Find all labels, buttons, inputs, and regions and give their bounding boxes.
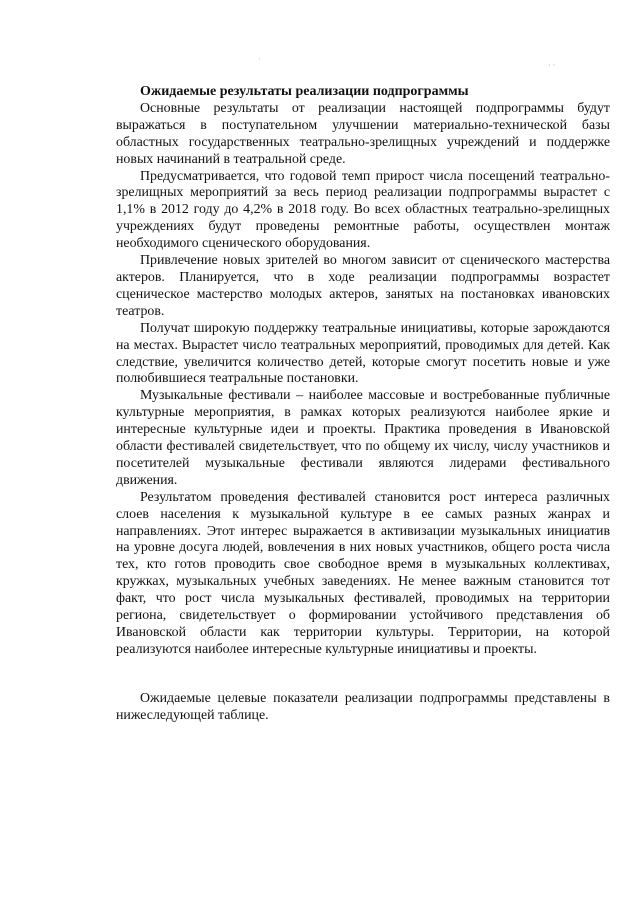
paragraph: Музыкальные фестивали – наиболее массовые и востребованные публичные культурные мероприятия, в рамках которых реализуются наиболее яркие и интересные культурные идеи и проекты. Практика проведения в Ивановской области фестивалей свидетельствует, что по общему их числу, числу участников и посетителей музыкальные фестивали являются лидерами фестивального движения. <box>116 388 610 488</box>
section-heading: Ожидаемые результаты реализации подпрограммы <box>140 84 469 99</box>
document-page <box>116 84 610 725</box>
scan-speck: · · <box>548 61 556 70</box>
paragraph: Привлечение новых зрителей во многом зависит от сценического мастерства актеров. Планируется, что в ходе реализации подпрограммы возрастет сценическое мастерство молодых актеров, занятых на постановках ивановских театров. <box>116 253 610 319</box>
paragraph: Основные результаты от реализации настоящей подпрограммы будут выражаться в поступательном улучшении материально-технической базы областных государственных театрально-зрелищных учреждений и поддержке новых начинаний в театральной среде. <box>116 100 610 167</box>
paragraph: Получат широкую поддержку театральные инициативы, которые зарождаются на местах. Вырастет число театральных мероприятий, проводимых для детей. Как следствие, увеличится количество детей, которые смогут посетить новые и уже полюбившиеся театральные постановки. <box>116 320 610 387</box>
paragraph: Предусматривается, что годовой темп прирост числа посещений театрально-зрелищных мероприятий за весь период реализации подпрограммы вырастет с 1,1% в 2012 году до 4,2% в 2018 году. Во всех областных театрально-зрелищных учреждениях будут проведены ремонтные работы, осуществлен монтаж необходимого сценического оборудования. <box>116 168 610 252</box>
closing-paragraph: Ожидаемые целевые показатели реализации подпрограммы представлены в нижеследующей таблице. <box>116 690 610 723</box>
paragraph: Результатом проведения фестивалей становится рост интереса различных слоев населения к музыкальной культуре в ее самых разных жанрах и направлениях. Этот интерес выражается в активизации музыкальных инициатив на уровне досуга людей, вовлечения в них новых участников, общего роста числа тех, кто готов проводить свое свободное время в музыкальных коллективах, кружках, музыкальных учебных заведениях. Не менее важным становится тот факт, что рост числа музыкальных фестивалей, проводимых на территории региона, свидетельствует о формировании устойчивого представления об Ивановской области как территории культуры. Территории, на которой реализуются наиболее интересные культурные инициативы и проекты. <box>116 489 610 657</box>
spacer <box>116 659 610 691</box>
scan-speck: ˈ <box>258 57 261 66</box>
